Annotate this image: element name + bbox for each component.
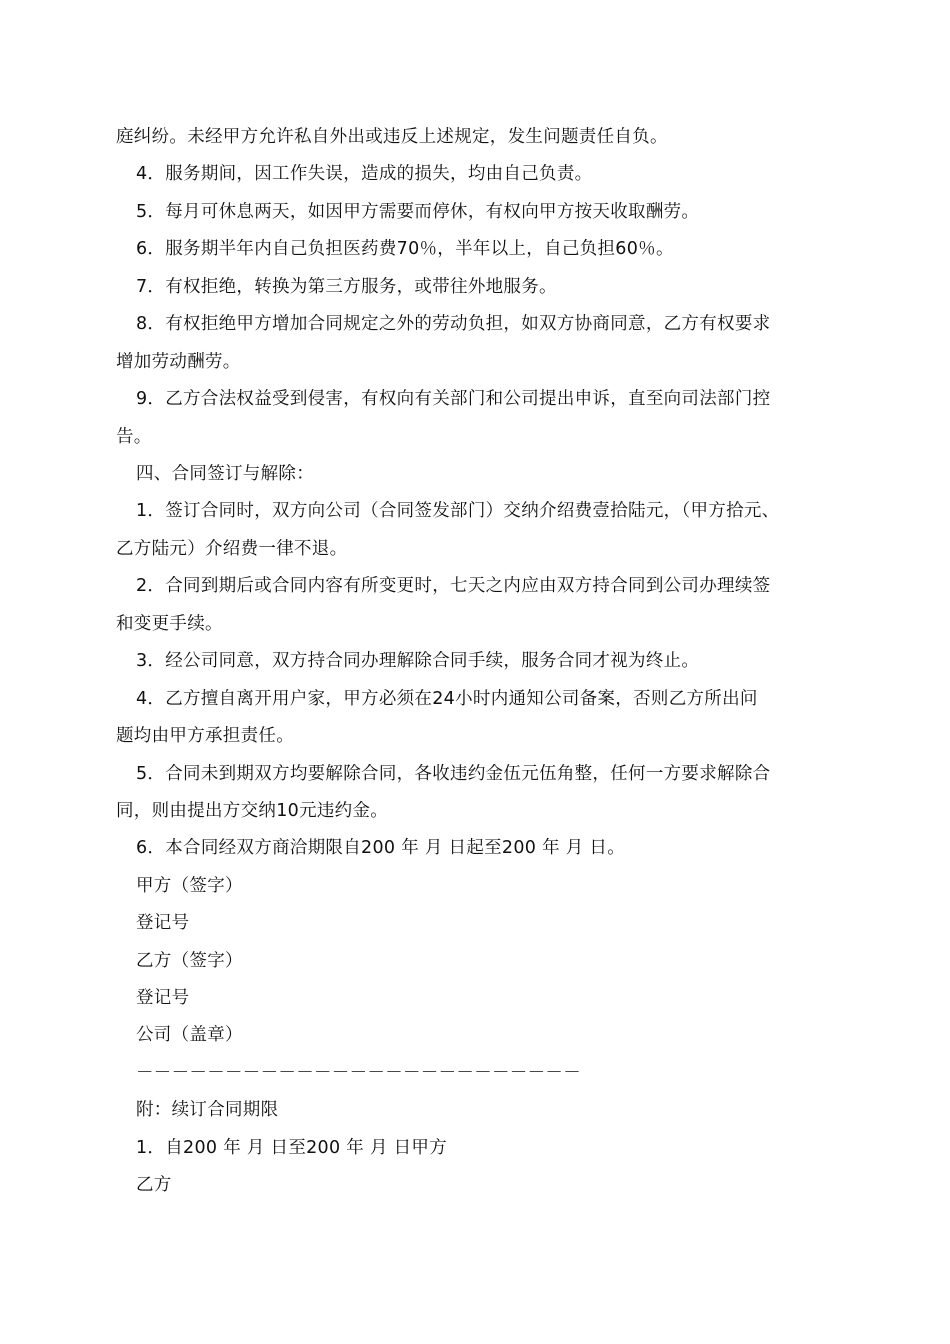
text-line: 6．服务期半年内自己负担医药费70％，半年以上，自己负担60％。 [136, 239, 674, 259]
divider: －－－－－－－－－－－－－－－－－－－－－－－－－ [136, 1063, 581, 1083]
text-line: 4．服务期间，因工作失误，造成的损失，均由自己负责。 [136, 164, 593, 184]
text-line: 告。 [116, 427, 152, 447]
text-line: 乙方陆元）介绍费一律不退。 [116, 539, 348, 559]
text-line: 5．每月可休息两天，如因甲方需要而停休，有权向甲方按天收取酬劳。 [136, 202, 700, 222]
section-heading: 四、合同签订与解除： [136, 464, 314, 484]
text-line: 7．有权拒绝，转换为第三方服务，或带往外地服务。 [136, 277, 557, 297]
text-line: 6．本合同经双方商洽期限自200 年 月 日起至200 年 月 日。 [136, 838, 626, 858]
text-line: 5．合同未到期双方均要解除合同，各收违约金伍元伍角整，任何一方要求解除合 [136, 764, 771, 784]
signature-party-a: 甲方（签字） [136, 876, 243, 896]
signature-party-b: 乙方（签字） [136, 951, 243, 971]
text-line: 乙方 [136, 1175, 172, 1195]
company-seal: 公司（盖章） [136, 1025, 243, 1045]
text-line: 1．签订合同时，双方向公司（合同签发部门）交纳介绍费壹拾陆元，（甲方拾元、 [136, 501, 780, 521]
text-line: 2．合同到期后或合同内容有所变更时，七天之内应由双方持合同到公司办理续签 [136, 576, 771, 596]
appendix-heading: 附：续订合同期限 [136, 1100, 279, 1120]
text-line: 庭纠纷。未经甲方允许私自外出或违反上述规定，发生问题责任自负。 [116, 127, 668, 147]
text-line: 3．经公司同意，双方持合同办理解除合同手续，服务合同才视为终止。 [136, 651, 700, 671]
registration-number-b: 登记号 [136, 988, 190, 1008]
text-line: 题均由甲方承担责任。 [116, 726, 294, 746]
text-line: 9．乙方合法权益受到侵害，有权向有关部门和公司提出申诉，直至向司法部门控 [136, 389, 771, 409]
text-line: 8．有权拒绝甲方增加合同规定之外的劳动负担，如双方协商同意，乙方有权要求 [136, 314, 771, 334]
text-line: 1．自200 年 月 日至200 年 月 日甲方 [136, 1138, 448, 1158]
text-line: 和变更手续。 [116, 614, 223, 634]
registration-number-a: 登记号 [136, 913, 190, 933]
text-line: 4．乙方擅自离开用户家，甲方必须在24小时内通知公司备案，否则乙方所出问 [136, 689, 758, 709]
text-line: 同，则由提出方交纳10元违约金。 [116, 801, 389, 821]
text-line: 增加劳动酬劳。 [116, 352, 241, 372]
